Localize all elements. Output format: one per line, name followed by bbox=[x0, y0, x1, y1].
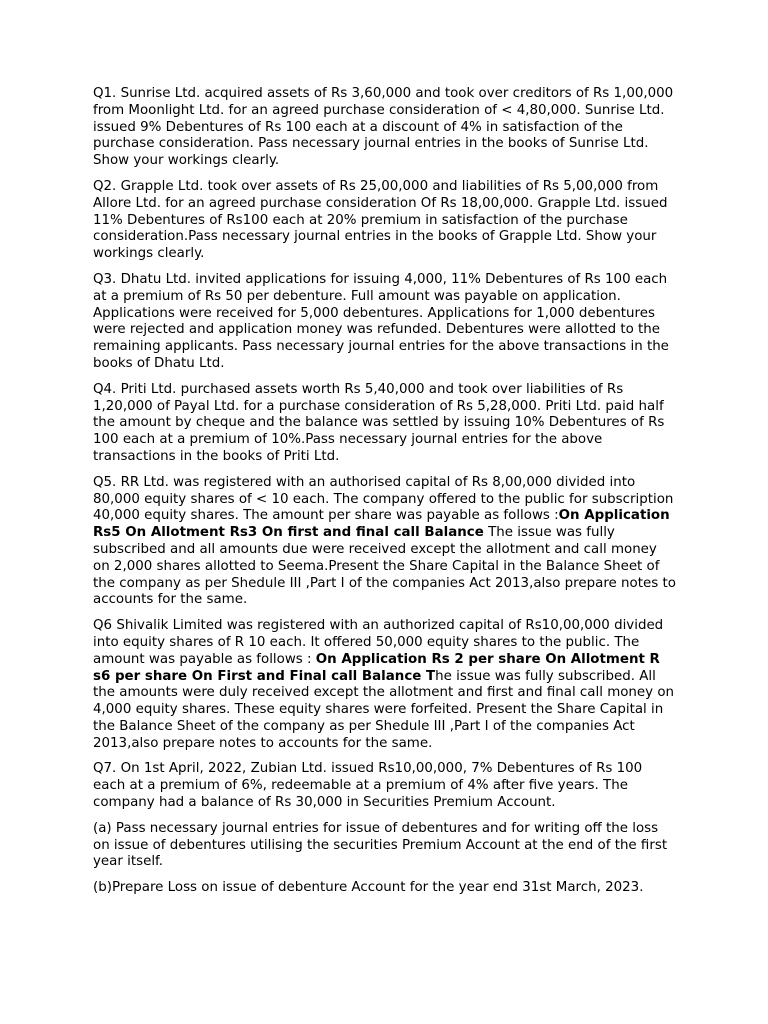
question-5-text-end: The issue was fully subscribed and all amounts due were received except the allotment and call money on 2,000 shares allotted to Seema.Present the Share Capital in the Balance Sheet of the company as per Shedule III ,Part I of the companies Act 2013,also prepare notes to accounts for the same. bbox=[93, 525, 676, 608]
question-5-payment-terms: On Application Rs5 On Allotment Rs3 On first and final call Balance bbox=[93, 508, 670, 541]
question-3: Q3. Dhatu Ltd. invited applications for issuing 4,000, 11% Debentures of Rs 100 each at a premium of Rs 50 per debenture. Full amount was payable on application. Applications were received for 5,000 debentures. Applications for 1,000 debentures were rejected and application money was refunded. Debentures were allotted to the remaining applicants. Pass necessary journal entries for the above transactions in the books of Dhatu Ltd. bbox=[93, 271, 669, 371]
question-5-text-start: Q5. RR Ltd. was registered with an authorised capital of Rs 8,00,000 divided into 80,000 equity shares of < 10 each. The company offered to the public for subscription 40,000 equity shares. The amount per share was payable as follows : bbox=[93, 474, 674, 524]
question-6-payment-terms: On Application Rs 2 per share On Allotment R s6 per share On First and Final call Balance T bbox=[93, 651, 660, 684]
question-6 bbox=[93, 618, 676, 752]
question-4: Q4. Priti Ltd. purchased assets worth Rs 5,40,000 and took over liabilities of Rs 1,20,000 of Payal Ltd. for a purchase consideration of Rs 5,28,000. Priti Ltd. paid half the amount by cheque and the balance was settled by issuing 10% Debentures of Rs 100 each at a premium of 10%.Pass necessary journal entries for the above transactions in the books of Priti Ltd. bbox=[93, 381, 665, 464]
question-7a: (a) Pass necessary journal entries for issue of debentures and for writing off the loss on issue of debentures utilising the securities Premium Account at the end of the first year itself. bbox=[93, 820, 668, 870]
question-2: Q2. Grapple Ltd. took over assets of Rs 25,00,000 and liabilities of Rs 5,00,000 from Allore Ltd. for an agreed purchase consideration Of Rs 18,00,000. Grapple Ltd. issued 11% Debentures of Rs100 each at 20% premium in satisfaction of the purchase consideration.Pass necessary journal entries in the books of Grapple Ltd. Show your workings clearly. bbox=[93, 178, 668, 262]
question-7b: (b)Prepare Loss on issue of debenture Account for the year end 31st March, 2023. bbox=[93, 880, 644, 896]
question-5 bbox=[93, 475, 676, 609]
question-1: Q1. Sunrise Ltd. acquired assets of Rs 3,60,000 and took over creditors of Rs 1,00,000 from Moonlight Ltd. for an agreed purchase consideration of < 4,80,000. Sunrise Ltd. issued 9% Debentures of Rs 100 each at a discount of 4% in satisfaction of the purchase consideration. Pass necessary journal entries in the books of Sunrise Ltd. Show your workings clearly. bbox=[93, 86, 674, 169]
question-6-text-end: he issue was fully subscribed. All the amounts were duly received except the allotment and first and final call money on 4,000 equity shares. These equity shares were forfeited. Present the Share Capital in the Balance Sheet of the company as per Shedule III ,Part I of the companies Act 2013,also prepare notes to accounts for the same. bbox=[93, 668, 675, 751]
question-6-text-start: Q6 Shivalik Limited was registered with an authorized capital of Rs10,00,000 divided into equity shares of R 10 each. It offered 50,000 equity shares to the public. The amount was payable as follows : bbox=[93, 618, 664, 667]
question-7: Q7. On 1st April, 2022, Zubian Ltd. issued Rs10,00,000, 7% Debentures of Rs 100 each at a premium of 6%, redeemable at a premium of 4% after five years. The company had a balance of Rs 30,000 in Securities Premium Account. bbox=[93, 761, 643, 811]
